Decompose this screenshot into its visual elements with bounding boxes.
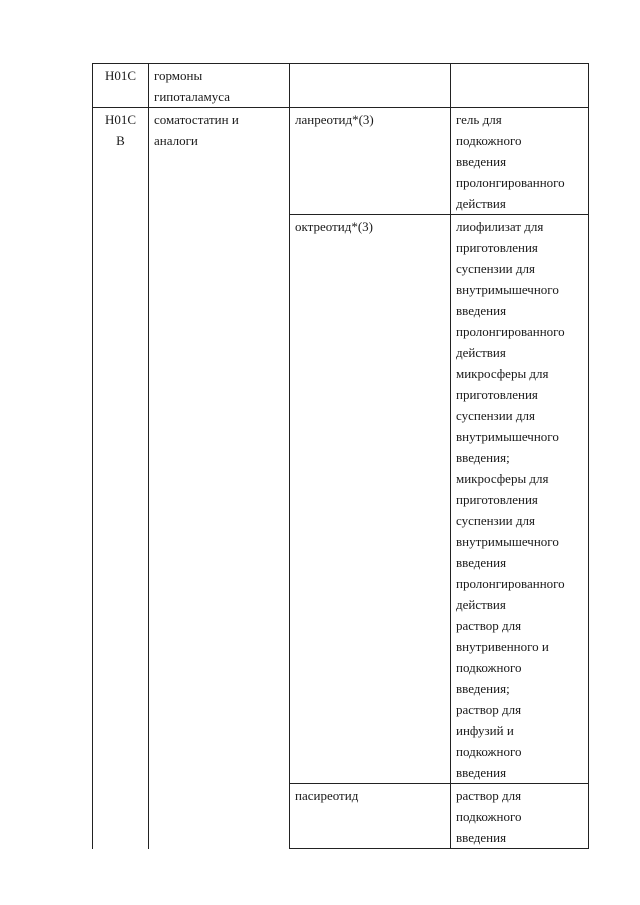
dosage-form-line: внутримышечного: [456, 534, 559, 549]
dosage-form-line: введения;: [456, 681, 510, 696]
group-line: гипоталамуса: [154, 89, 230, 104]
form-cell: [451, 215, 589, 784]
dosage-form-line: введения: [456, 765, 507, 780]
drug-cell: [290, 64, 451, 108]
drug-table: [92, 63, 589, 849]
group-line: соматостатин и: [154, 112, 239, 127]
drug-cell: [290, 108, 451, 215]
dosage-form-line: подкожного: [456, 809, 522, 824]
dosage-form-line: раствор для: [456, 788, 522, 803]
dosage-form-line: лиофилизат для: [456, 219, 544, 234]
dosage-form-line: приготовления: [456, 240, 538, 255]
group-cell: [149, 108, 290, 849]
dosage-form-line: микросферы для: [456, 471, 549, 486]
dosage-form-line: внутримышечного: [456, 429, 559, 444]
dosage-form-line: подкожного: [456, 744, 522, 759]
dosage-form-line: раствор для: [456, 618, 522, 633]
dosage-form-line: введения: [456, 555, 507, 570]
drug-name: ланреотид*(3): [295, 112, 374, 127]
dosage-form-line: раствор для: [456, 702, 522, 717]
drug-cell: [290, 784, 451, 849]
dosage-form-line: введения: [456, 154, 507, 169]
table-body: [93, 64, 589, 849]
dosage-form-line: приготовления: [456, 492, 538, 507]
dosage-form-line: пролонгированного: [456, 175, 565, 190]
dosage-form-line: введения;: [456, 450, 510, 465]
dosage-form-line: микросферы для: [456, 366, 549, 381]
atc-code-line: B: [116, 133, 125, 148]
dosage-form-line: гель для: [456, 112, 502, 127]
dosage-form-line: введения: [456, 303, 507, 318]
dosage-form-line: действия: [456, 196, 506, 211]
drug-name: пасиреотид: [295, 788, 359, 803]
group-cell: [149, 64, 290, 108]
atc-code-line: H01C: [104, 68, 137, 83]
drug-name: октреотид*(3): [295, 219, 373, 234]
form-cell: [451, 108, 589, 215]
form-cell: [451, 784, 589, 849]
atc-code-cell: [93, 64, 149, 108]
dosage-form-line: суспензии для: [456, 513, 535, 528]
dosage-form-line: пролонгированного: [456, 576, 565, 591]
table-row: [93, 108, 589, 215]
dosage-form-line: подкожного: [456, 133, 522, 148]
group-line: аналоги: [154, 133, 198, 148]
dosage-form-line: инфузий и: [456, 723, 514, 738]
atc-code-line: H01C: [104, 112, 137, 127]
dosage-form-line: приготовления: [456, 387, 538, 402]
dosage-form-line: введения: [456, 830, 507, 845]
dosage-form-line: суспензии для: [456, 261, 535, 276]
dosage-form-line: подкожного: [456, 660, 522, 675]
atc-code-cell: [93, 108, 149, 849]
dosage-form-line: действия: [456, 597, 506, 612]
drug-cell: [290, 215, 451, 784]
form-cell: [451, 64, 589, 108]
dosage-form-line: суспензии для: [456, 408, 535, 423]
dosage-form-line: внутримышечного: [456, 282, 559, 297]
table-row: [93, 64, 589, 108]
dosage-form-line: внутривенного и: [456, 639, 549, 654]
group-line: гормоны: [154, 68, 203, 83]
dosage-form-line: действия: [456, 345, 506, 360]
dosage-form-line: пролонгированного: [456, 324, 565, 339]
